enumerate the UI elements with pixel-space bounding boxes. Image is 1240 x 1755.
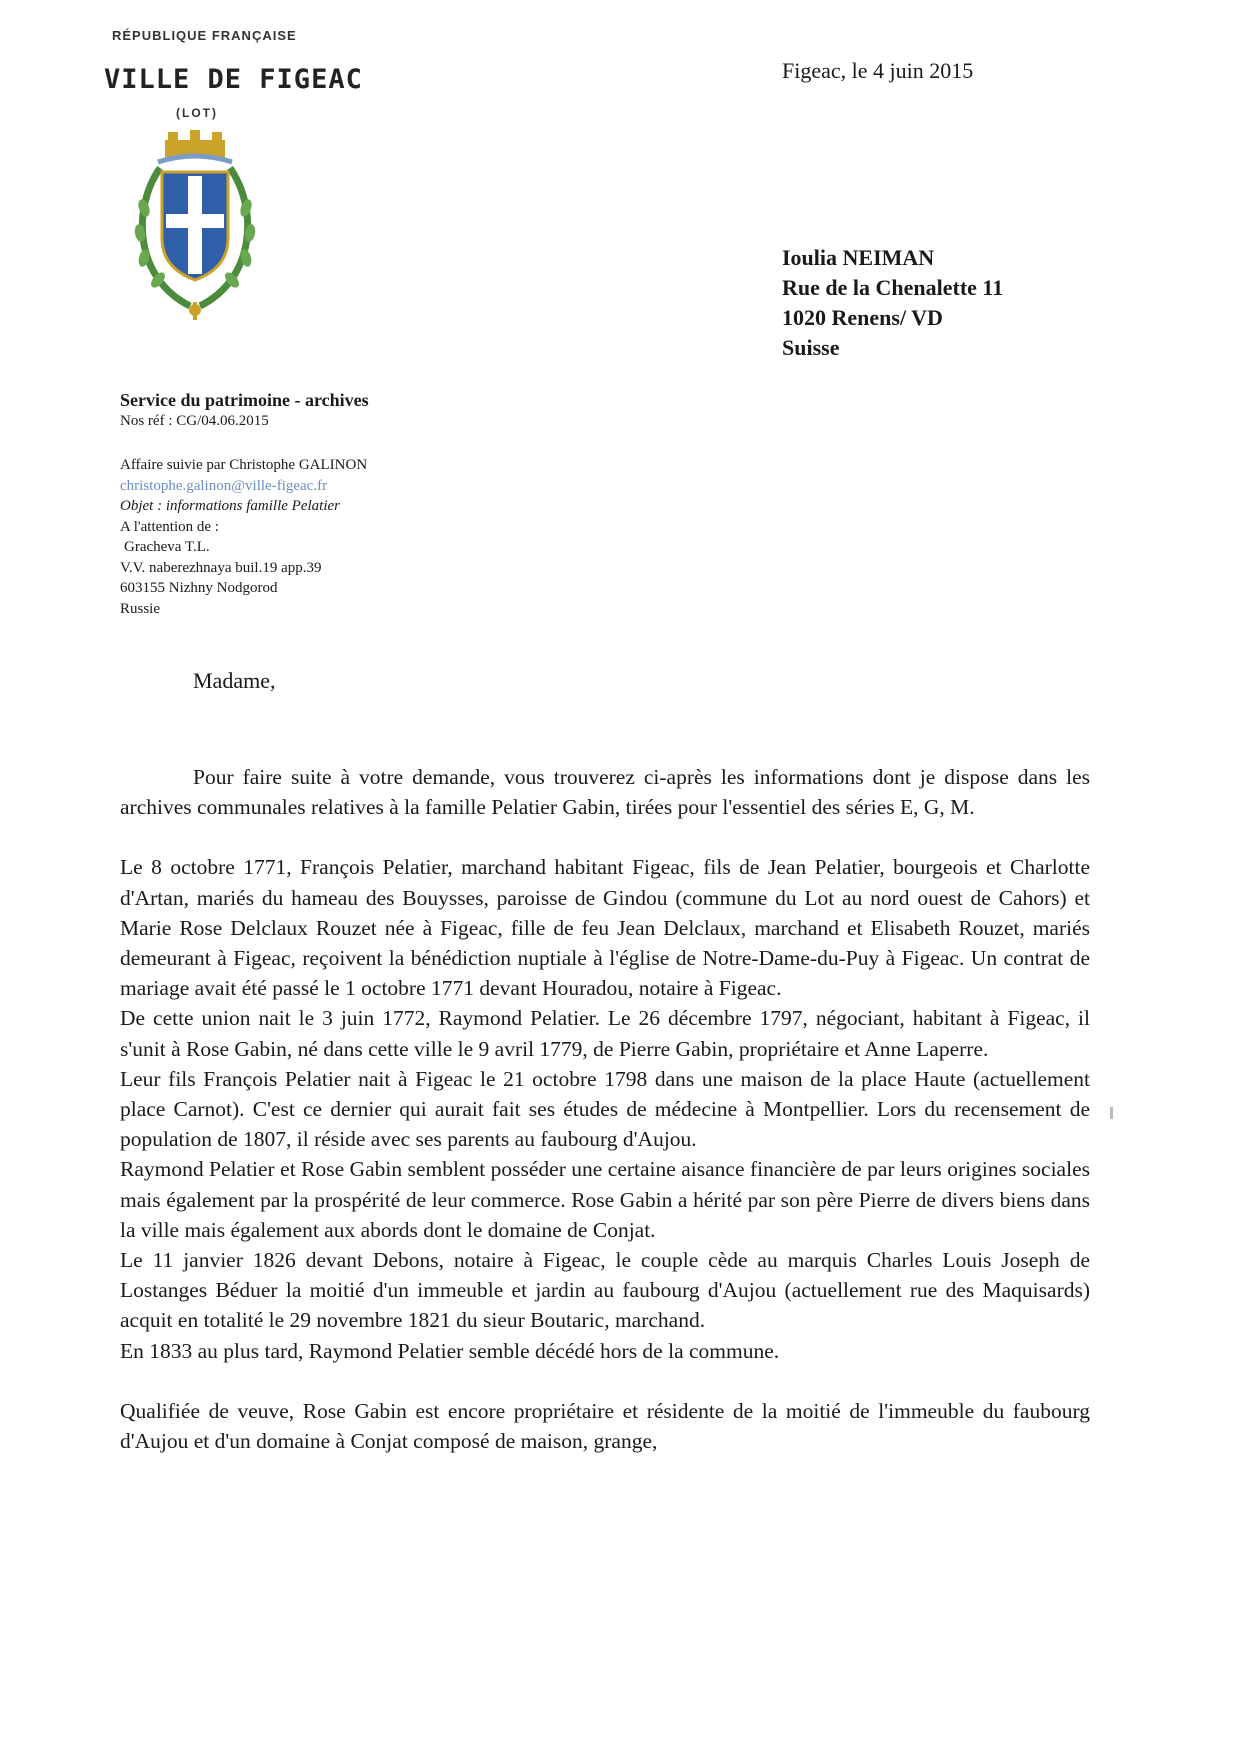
body-paragraph: Qualifiée de veuve, Rose Gabin est encore propriétaire et résidente de la moitié de l'immeuble du faubourg d'Aujou et d'un domaine à Conjat composé de maison, grange,	[120, 1398, 1090, 1454]
body-paragraph: Le 8 octobre 1771, François Pelatier, marchand habitant Figeac, fils de Jean Pelatier, bourgeois et Charlotte d'Artan, mariés du hameau des Bouysses, paroisse de Gindou (commune du Lot au nord ouest de Cahors) et Marie Rose Delclaux Rouzet née à Figeac, fille de feu Jean Delclaux, marchand et Elisabeth Rouzet, mariés demeurant à Figeac, reçoivent la bénédiction nuptiale à l'église de Notre-Dame-du-Puy à Figeac. Un contrat de mariage avait été passé le 1 octobre 1771 devant Houradou, notaire à Figeac.	[120, 855, 1090, 1001]
recipient-address-block	[782, 243, 1003, 363]
body-paragraph: Le 11 janvier 1826 devant Debons, notaire à Figeac, le couple cède au marquis Charles Louis Joseph de Lostanges Béduer la moitié d'un immeuble et jardin au faubourg d'Aujou (actuellement rue des Maquisards) acquit en totalité le 29 novembre 1821 du sieur Boutaric, marchand.	[120, 1248, 1090, 1333]
recipient-name: Ioulia NEIMAN	[782, 245, 935, 270]
sender-reference: Nos réf : CG/04.06.2015	[120, 413, 269, 429]
letter-date: Figeac, le 4 juin 2015	[782, 58, 974, 83]
attention-address-1: V.V. naberezhnaya buil.19 app.39	[120, 559, 322, 576]
body-paragraph: Pour faire suite à votre demande, vous trouverez ci-après les informations dont je dispose dans les archives communales relatives à la famille Pelatier Gabin, tirées pour l'essentiel des séries E, G, M.	[120, 765, 1090, 820]
departement-label: (LOT)	[176, 106, 218, 120]
attention-name: Gracheva T.L.	[124, 539, 210, 555]
body-paragraph: En 1833 au plus tard, Raymond Pelatier semble décédé hors de la commune.	[120, 1338, 780, 1363]
recipient-country: Suisse	[782, 335, 840, 360]
subject-text: informations famille Pelatier	[165, 498, 340, 514]
subject-line	[120, 496, 367, 517]
salutation: Madame,	[193, 668, 276, 693]
sender-service: Service du patrimoine - archives	[120, 390, 369, 410]
attention-line: A l'attention de :	[120, 518, 219, 535]
attention-address-2: 603155 Nizhny Nodgorod	[120, 580, 278, 596]
followed-by-line: Affaire suivie par Christophe GALINON	[120, 457, 368, 473]
body-paragraph: Leur fils François Pelatier nait à Figeac le 21 octobre 1798 dans une maison de la place Haute (actuellement place Carnot). C'est ce dernier qui aurait fait ses études de médecine à Montpellier. Lors du recensement de population de 1807, il réside avec ses parents au faubourg d'Aujou.	[120, 1066, 1090, 1152]
letter-body	[120, 762, 1090, 1456]
subject-label: Objet :	[120, 498, 163, 514]
recipient-city: 1020 Renens/ VD	[782, 305, 943, 330]
body-paragraph: Raymond Pelatier et Rose Gabin semblent posséder une certaine aisance financière de par leurs origines sociales mais également par la prospérité de leur commerce. Rose Gabin a hérité par son père Pierre de divers biens dans la ville mais également aux abords dont le domaine de Conjat.	[120, 1157, 1090, 1242]
scan-margin-mark	[1110, 1107, 1113, 1119]
sender-meta-block	[120, 455, 367, 619]
attention-country: Russie	[120, 600, 161, 617]
ville-de-figeac-heading: VILLE DE FIGEAC	[104, 64, 363, 95]
sender-email[interactable]: christophe.galinon@ville-figeac.fr	[120, 477, 328, 494]
republique-francaise-heading: RÉPUBLIQUE FRANÇAISE	[112, 28, 297, 43]
body-paragraph: De cette union nait le 3 juin 1772, Raymond Pelatier. Le 26 décembre 1797, négociant, habitant à Figeac, il s'unit à Rose Gabin, né dans cette ville le 9 avril 1779, de Pierre Gabin, propriétaire et Anne Laperre.	[120, 1006, 1090, 1061]
recipient-street: Rue de la Chenalette 11	[782, 275, 1004, 300]
figeac-coat-of-arms-icon	[130, 128, 260, 328]
